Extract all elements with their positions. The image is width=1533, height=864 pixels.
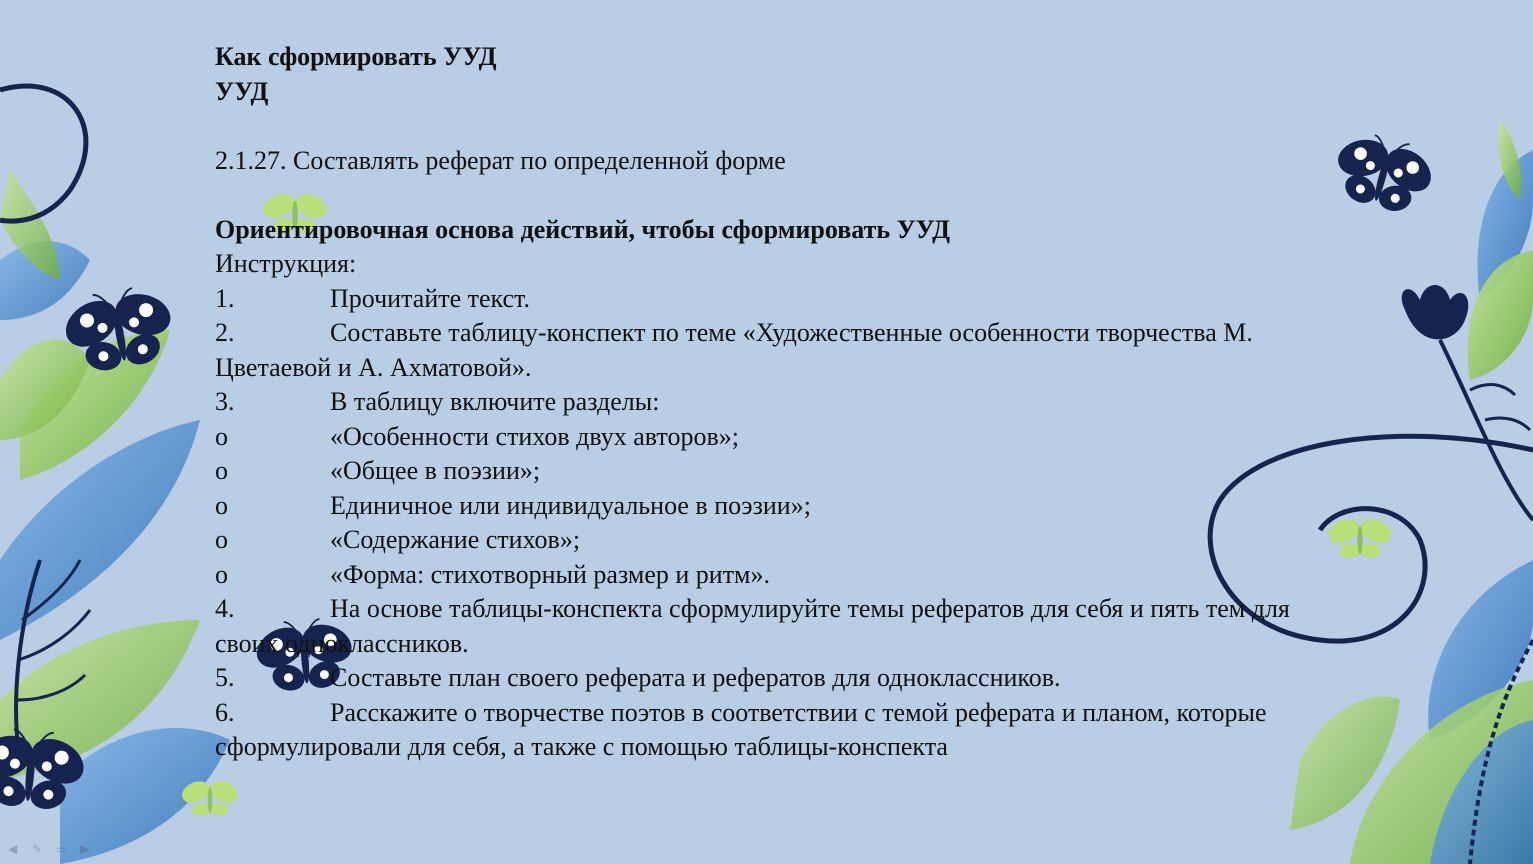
list-marker: o xyxy=(215,490,228,520)
list-item xyxy=(215,592,1415,627)
list-item-text: «Особенности стихов двух авторов»; xyxy=(330,421,739,451)
spacer xyxy=(215,109,1415,144)
list-marker: o xyxy=(215,456,228,485)
list-item-text: На основе таблицы-конспекта сформулируйте темы рефератов для себя и пять тем для xyxy=(330,594,1290,623)
slide-nav-controls[interactable] xyxy=(8,840,100,858)
list-marker: o xyxy=(215,525,228,554)
list-marker: o xyxy=(215,421,228,451)
list-item xyxy=(215,661,1415,696)
prev-arrow-icon[interactable]: ◀ xyxy=(8,842,18,856)
list-item-text: Составьте таблицу-конспект по теме «Художественные особенности творчества М. xyxy=(330,318,1253,347)
list-item xyxy=(215,420,1415,455)
list-item-text: «Форма: стихотворный размер и ритм». xyxy=(330,559,771,589)
list-item xyxy=(215,558,1415,593)
list-item-text: «Общее в поэзии»; xyxy=(330,456,541,485)
list-marker: 3. xyxy=(215,387,235,416)
instruction-list xyxy=(215,282,1415,765)
oda-title: Ориентировочная основа действий, чтобы сформировать УУД xyxy=(215,214,951,244)
list-item-text: Составьте план своего реферата и рефератов для одноклассников. xyxy=(330,663,1061,692)
list-item-text: Прочитайте текст. xyxy=(330,283,530,313)
list-item xyxy=(215,316,1415,351)
pen-icon[interactable]: ✎ xyxy=(32,842,43,856)
instruction-label: Инструкция: xyxy=(215,249,357,278)
list-item xyxy=(215,282,1415,317)
heading-line-2: УУД xyxy=(215,76,269,106)
list-marker: 5. xyxy=(215,663,235,692)
next-arrow-icon[interactable]: ▶ xyxy=(80,842,90,856)
spacer xyxy=(215,178,1415,213)
list-marker: 1. xyxy=(215,283,235,313)
slide-text xyxy=(215,40,1415,765)
list-marker: 2. xyxy=(215,318,235,347)
heading-line-1: Как сформировать УУД xyxy=(215,42,497,71)
list-item xyxy=(215,489,1415,524)
list-marker: 6. xyxy=(215,697,235,727)
menu-icon[interactable]: ▭ xyxy=(56,842,68,856)
list-item-text: «Содержание стихов»; xyxy=(330,525,581,554)
list-item-continuation: Цветаевой и А. Ахматовой». xyxy=(215,352,532,382)
list-item-continuation: сформулировали для себя, а также с помощью таблицы-конспекта xyxy=(215,732,948,761)
list-item xyxy=(215,385,1415,420)
list-item-text: Расскажите о творчестве поэтов в соответствии с темой реферата и планом, которые xyxy=(330,697,1267,727)
list-marker: 4. xyxy=(215,594,235,623)
list-item xyxy=(215,523,1415,558)
list-item xyxy=(215,454,1415,489)
list-item-text: В таблицу включите разделы: xyxy=(330,387,660,416)
list-marker: o xyxy=(215,559,228,589)
list-item-continuation: своих одноклассников. xyxy=(215,628,469,658)
task-line: 2.1.27. Составлять реферат по определенной форме xyxy=(215,145,786,175)
list-item xyxy=(215,696,1415,731)
list-item-text: Единичное или индивидуальное в поэзии»; xyxy=(330,490,811,520)
